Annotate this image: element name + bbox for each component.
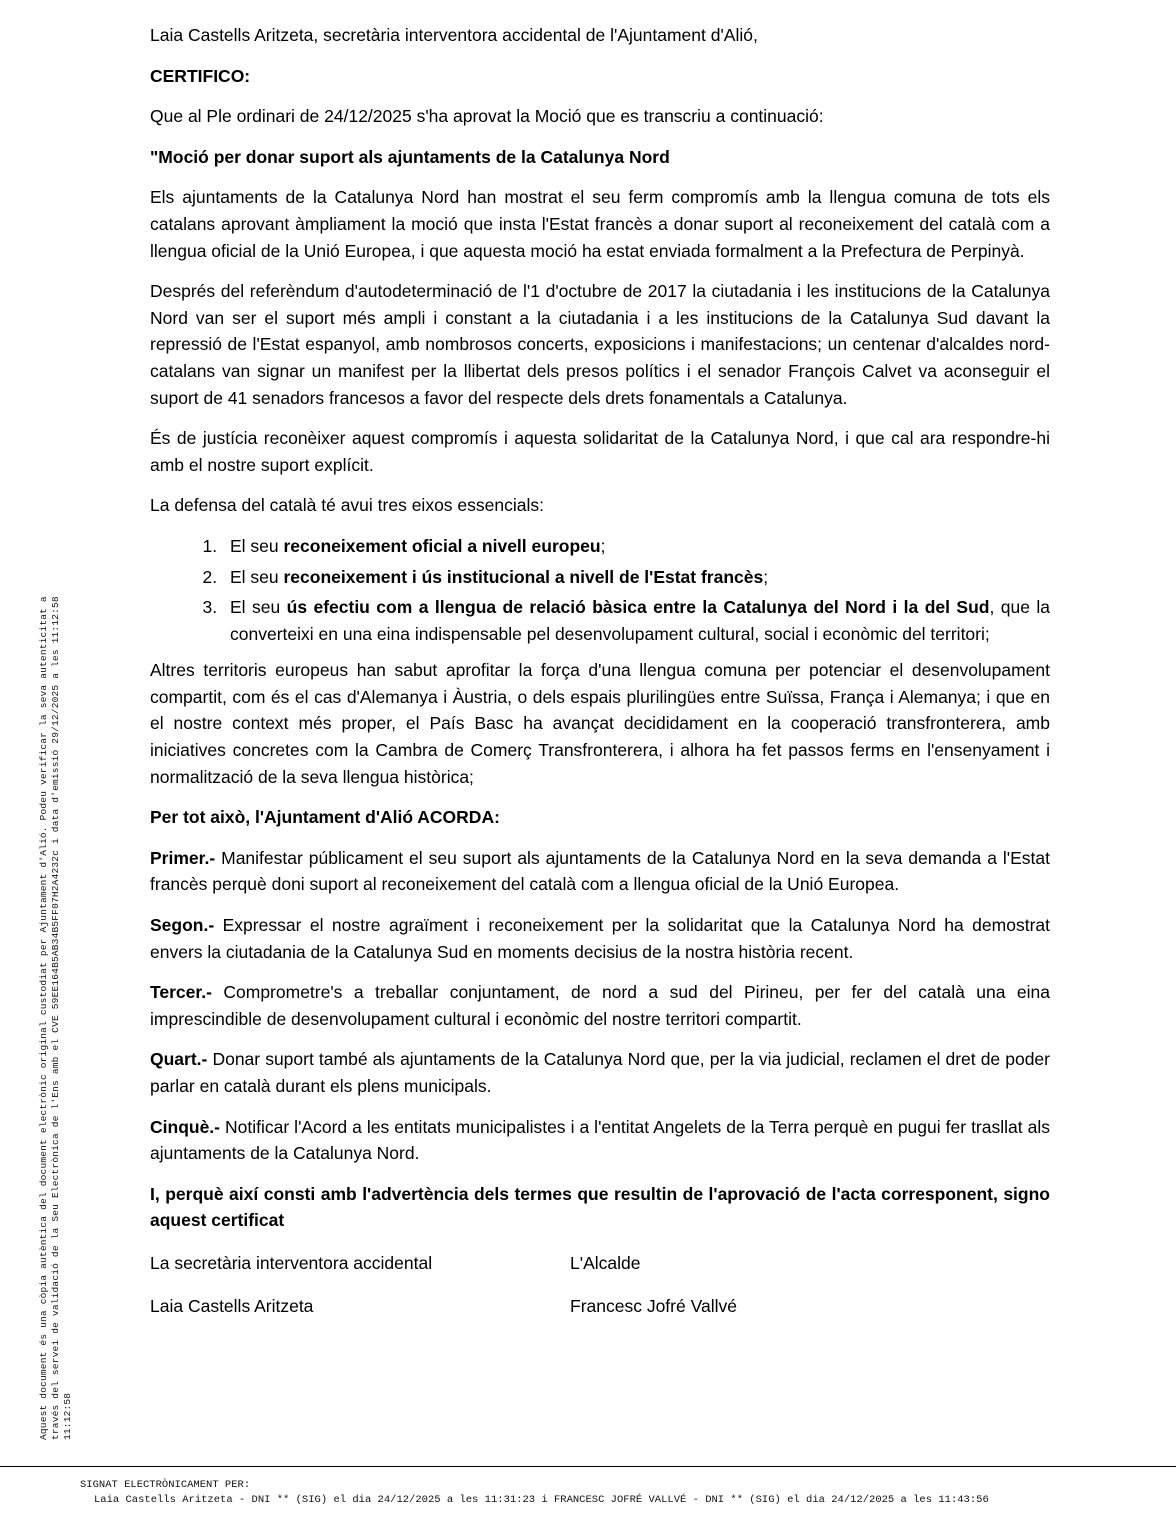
- certificate-document: [150, 22, 1050, 1335]
- axis-bold: reconeixement oficial a nivell europeu: [283, 535, 601, 556]
- signature-names-row: [150, 1293, 1050, 1320]
- acord-item-quart: [150, 1046, 1050, 1099]
- acord-label: Cinquè.-: [150, 1116, 220, 1137]
- axis-bold: ús efectiu com a llengua de relació bàsica entre la Catalunya del Nord i la del Sud: [286, 597, 990, 618]
- signature-roles-row: [150, 1250, 1050, 1277]
- acorda-heading: Per tot això, l'Ajuntament d'Alió ACORDA:: [150, 807, 500, 828]
- axis-prefix: El seu: [230, 597, 287, 618]
- motion-paragraph-2: Després del referèndum d'autodeterminació de l'1 d'octubre de 2017 la ciutadania i les institucions de la Catalunya Nord van ser el suport més ampli i constant a la ciutadania i a les institucions de la Catalunya Sud davant la repressió de l'Estat espanyol, amb nombrosos concerts, exposicions i manifestacions; un centenar d'alcaldes nord-catalans van signar un manifest per la llibertat dels presos polítics i el senador François Calvet va aconseguir el suport de 41 senadors francesos a favor del respecte dels drets fonamentals a Catalunya.: [150, 281, 1050, 408]
- list-item: [222, 564, 1050, 591]
- motion-paragraph-3: És de justícia reconèixer aquest compromís i aquesta solidaritat de la Catalunya Nord, i que cal ara respondre-hi amb el nostre suport explícit.: [150, 428, 1050, 475]
- signature-block: [150, 1250, 1050, 1319]
- closing-statement: I, perquè així consti amb l'advertència dels termes que resultin de l'aprovació de l'acta corresponent, signo aquest certificat: [150, 1183, 1050, 1231]
- certifico-statement: Que al Ple ordinari de 24/12/2025 s'ha aprovat la Moció que es transcriu a continuació:: [150, 106, 824, 127]
- axis-suffix: , que la converteixi en una eina indispensable pel desenvolupament cultural, social i econòmic del territori;: [230, 597, 1050, 644]
- acord-item-tercer: [150, 979, 1050, 1032]
- motion-paragraph-1: Els ajuntaments de la Catalunya Nord han mostrat el seu ferm compromís amb la llengua comuna de tots els catalans aprovant àmpliament la moció que insta l'Estat francès a donar suport al reconeixement del català com a llengua oficial de la Unió Europea, i que aquesta moció ha estat enviada formalment a la Prefectura de Perpinyà.: [150, 187, 1050, 261]
- verification-sidebar: [0, 0, 90, 1460]
- motion-title: "Moció per donar suport als ajuntaments de la Catalunya Nord: [150, 146, 670, 167]
- axis-prefix: El seu: [230, 535, 284, 556]
- acord-text: Donar suport també als ajuntaments de la Catalunya Nord que, per la via judicial, reclamen el dret de poder parlar en català durant els plens municipals.: [150, 1049, 1050, 1096]
- signature-name-right: Francesc Jofré Vallvé: [570, 1295, 737, 1316]
- signature-name-left: Laia Castells Aritzeta: [150, 1295, 314, 1316]
- signature-role-left: La secretària interventora accidental: [150, 1252, 433, 1273]
- acord-item-cinque: [150, 1114, 1050, 1167]
- axis-suffix: ;: [600, 535, 606, 556]
- essential-axes-list: [150, 533, 1050, 647]
- verification-text-line-1: Aquest document és una còpia autèntica del document electrònic original custodiat per Ajuntament d'Alió. Podeu verificar la seva autenticitat a: [38, 596, 49, 1440]
- electronic-signature-footer: [80, 1478, 1140, 1508]
- acord-text: Comprometre's a treballar conjuntament, de nord a sud del Pirineu, per fer del català una eina imprescindible de desenvolupament cultural i econòmic del nostre territori compartit.: [150, 982, 1050, 1029]
- acord-item-segon: [150, 912, 1050, 965]
- axis-prefix: El seu: [230, 566, 284, 587]
- list-item: [222, 533, 1050, 560]
- footer-divider: [0, 1466, 1176, 1467]
- motion-paragraph-4: La defensa del català té avui tres eixos essencials:: [150, 495, 544, 516]
- footer-title: SIGNAT ELECTRÒNICAMENT PER:: [80, 1479, 251, 1491]
- acord-label: Primer.-: [150, 847, 216, 868]
- intro-paragraph: Laia Castells Aritzeta, secretària interventora accidental de l'Ajuntament d'Alió,: [150, 25, 758, 45]
- motion-paragraph-5: Altres territoris europeus han sabut aprofitar la força d'una llengua comuna per potenciar el desenvolupament compartit, com és el cas d'Alemanya i Àustria, o dels espais plurilingües entre Suïssa, França i Alemanya; i que en el nostre context més proper, el País Basc ha avançat decididament en la cooperació transfronterera, amb iniciatives concretes com la Cambra de Comerç Transfronterera, i alhora ha fet passos ferms en l'ensenyament i normalització de la seva llengua històrica;: [150, 660, 1050, 787]
- acord-label: Tercer.-: [150, 982, 212, 1003]
- acord-text: Notificar l'Acord a les entitats municipalistes i a l'entitat Angelets de la Terra perquè en pugui fer trasllat als ajuntaments de la Catalunya Nord.: [150, 1116, 1050, 1164]
- acord-text: Expressar el nostre agraïment i reconeixement per la solidaritat que la Catalunya Nord ha demostrat envers la ciutadania de la Catalunya Sud en moments decisius de la nostra història recent.: [150, 915, 1050, 962]
- verification-timestamp: 11:12:58: [62, 1392, 73, 1440]
- acord-label: Quart.-: [150, 1049, 208, 1070]
- acord-item-primer: [150, 845, 1050, 898]
- verification-text-line-2: través del servei de validació de la Seu Electrònica de l'Ens amb el CVE 59EE164B5AB34B5FF07H2A4232c i data d'emissió 29/12/2025 a les 11:12:58: [50, 596, 61, 1440]
- footer-detail: Laia Castells Aritzeta - DNI ** (SIG) el dia 24/12/2025 a les 11:31:23 i FRANCESC JOFRÉ VALLVÉ - DNI ** (SIG) el dia 24/12/2025 a les 11:43:56: [94, 1494, 989, 1507]
- axis-bold: reconeixement i ús institucional a nivell de l'Estat francès: [283, 566, 764, 587]
- acord-label: Segon.-: [150, 915, 215, 936]
- list-item: [222, 594, 1050, 647]
- acord-text: Manifestar públicament el seu suport als ajuntaments de la Catalunya Nord en la seva demanda a l'Estat francès perquè doni suport al reconeixement del català com a llengua oficial de la Unió Europea.: [150, 847, 1050, 895]
- certifico-heading: CERTIFICO:: [150, 65, 251, 86]
- signature-role-right: L'Alcalde: [570, 1252, 641, 1273]
- axis-suffix: ;: [763, 566, 769, 587]
